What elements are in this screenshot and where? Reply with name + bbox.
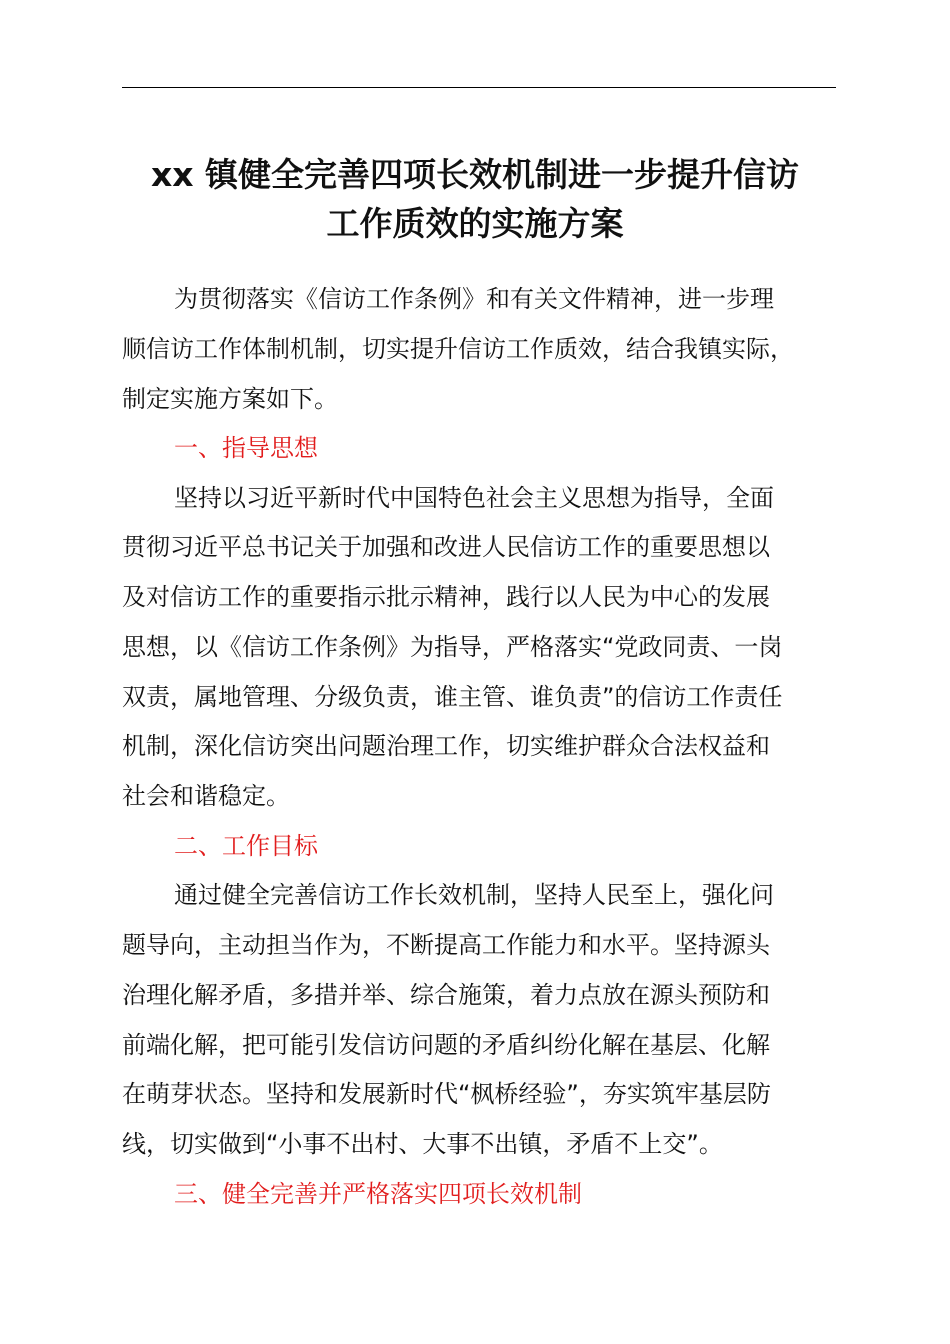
section-1-line-3: 及对信访工作的重要指示批示精神，践行以人民为中心的发展 [122, 583, 770, 611]
section-1-line-7: 社会和谐稳定。 [122, 782, 290, 810]
section-3-heading: 三、健全完善并严格落实四项长效机制 [174, 1180, 582, 1208]
section-2-line-5: 在萌芽状态。坚持和发展新时代“枫桥经验”，夯实筑牢基层防 [122, 1080, 771, 1108]
intro-line-3: 制定实施方案如下。 [122, 385, 338, 413]
header-rule [122, 87, 836, 88]
section-1-line-1: 坚持以习近平新时代中国特色社会主义思想为指导，全面 [174, 484, 774, 512]
intro-line-1: 为贯彻落实《信访工作条例》和有关文件精神，进一步理 [174, 285, 774, 313]
section-1-line-2: 贯彻习近平总书记关于加强和改进人民信访工作的重要思想以 [122, 533, 770, 561]
section-2-heading: 二、工作目标 [174, 832, 318, 860]
section-1-heading: 一、指导思想 [174, 434, 318, 462]
section-2-line-4: 前端化解，把可能引发信访问题的矛盾纠纷化解在基层、化解 [122, 1031, 770, 1059]
intro-line-2: 顺信访工作体制机制，切实提升信访工作质效，结合我镇实际， [122, 335, 794, 363]
document-title-line-1: xx 镇健全完善四项长效机制进一步提升信访 [150, 155, 800, 194]
section-1-line-4: 思想，以《信访工作条例》为指导，严格落实“党政同责、一岗 [122, 633, 783, 661]
section-1-line-6: 机制，深化信访突出问题治理工作，切实维护群众合法权益和 [122, 732, 770, 760]
document-title-line-2: 工作质效的实施方案 [326, 204, 624, 243]
section-2-line-1: 通过健全完善信访工作长效机制，坚持人民至上，强化问 [174, 881, 774, 909]
section-1-line-5: 双责，属地管理、分级负责，谁主管、谁负责”的信访工作责任 [122, 683, 783, 711]
section-2-line-2: 题导向，主动担当作为，不断提高工作能力和水平。坚持源头 [122, 931, 770, 959]
section-2-line-6: 线，切实做到“小事不出村、大事不出镇，矛盾不上交”。 [122, 1130, 723, 1158]
section-2-line-3: 治理化解矛盾，多措并举、综合施策，着力点放在源头预防和 [122, 981, 770, 1009]
